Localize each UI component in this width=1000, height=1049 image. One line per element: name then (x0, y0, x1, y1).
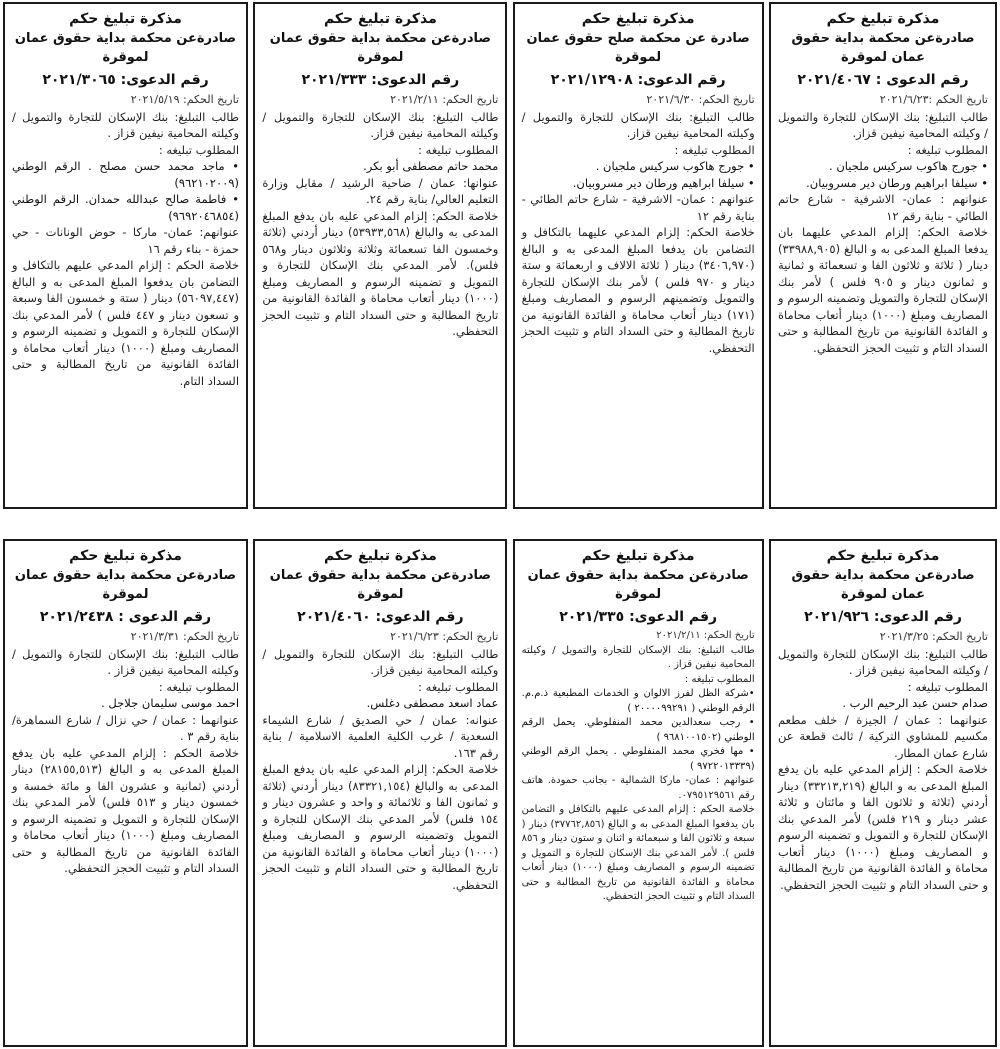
requester: طالب التبليغ: بنك الإسكان للتجارة والتمويل / وكيلته المحامية نيفين قزاز . (521, 644, 755, 670)
case-number: رقم الدعوى : ٢٠٢١/٤٠٦٧ (797, 72, 969, 88)
address: عنوانه: عمان / حي الصديق / شارع الشيماء السعدية / غرب الكلية العلمية الاسلامية / بناية رقم ١٦٣. (262, 712, 499, 760)
notices-row-bottom (3, 539, 997, 1047)
respondents-label: المطلوب تبليغه : (907, 679, 988, 694)
respondent: • جورج هاكوب سركيس ملجيان . (595, 159, 755, 173)
court-name: صادرةعن محكمة بداية حقوق عمان لموقرة (269, 568, 491, 602)
judgment-summary: خلاصة الحكم: إلزام المدعي عليهما بان يدفعا المبلغ المدعى به و البالغ (٣٣٩٨٨,٩٠٥) دينار ( ثلاثة و ثلاثون الفا و تسعمائة و ثمانية و ثمانون دينار و ٩٠٥ فلس ) لأمر بنك الإسكان للتجارة والتمويل وتضمينه الرسوم و المصاريف ومبلغ (١٠٠٠) دينار أتعاب محاماة و الفائدة القانونية من تاريخ المطالبة و حتى السداد التام و تثبيت الحجز التحفظي. (778, 225, 988, 355)
respondent: عماد اسعد مصطفى دغلس. (366, 696, 499, 710)
notice-card (3, 539, 248, 1047)
respondents-label: المطلوب تبليغه : (907, 142, 988, 157)
notice-title: مذكرة تبليغ حكم (323, 11, 437, 27)
address: عنوانهم : عمان- ماركا الشمالية - بجانب حمودة. هاتف رقم ٠٧٩٥١٢٩٥٦١. (521, 775, 755, 801)
case-number: رقم الدعوى: ٢٠٢١/٣٣٣ (301, 72, 460, 88)
respondent: • ماجد محمد حسن مصلح . الرقم الوطني (٩٦٢١٠٢٠٠٩) (12, 159, 240, 190)
judgment-summary: خلاصة الحكم: إلزام المدعي عليهما بالتكافل و التضامن بان يدفعا المبلغ المدعى به و البالغ (٣٤٠٦,٩٧٠) دينار ( ثلاثة الالاف و اربعمائة و ستة دينار و ٩٧٠ فلس ) لأمر بنك الإسكان للتجارة والتمويل وتضمينهم الرسوم و المصاريف ومبلغ (١٧١) دينار أتعاب محاماة و الفائدة القانونية من تاريخ المطالبة و حتى السداد التام و تثبيت الحجز التحفظي. (521, 225, 755, 355)
respondents-label: المطلوب تبليغه : (674, 142, 755, 157)
respondent: • سيلفا ابراهيم ورطان دير مسروبيان. (572, 175, 755, 190)
court-name: صادرة عن محكمة صلح حقوق عمان لموقرة (526, 31, 750, 65)
requester: طالب التبليغ: بنك الإسكان للتجارة والتمويل / وكيلته المحامية نيفين قزاز . (12, 109, 240, 140)
notices-row-top (3, 2, 997, 509)
court-name: صادرةعن محكمة بداية حقوق عمان لموقرة (269, 31, 491, 65)
notice-title: مذكرة تبليغ حكم (581, 548, 695, 564)
notice-title: مذكرة تبليغ حكم (323, 548, 437, 564)
case-number: رقم الدعوى : ٢٠٢١/٢٤٣٨ (39, 609, 212, 625)
respondent: • سيلفا ابراهيم ورطان دير مسروبيان. (806, 175, 988, 190)
court-name: صادرةعن محكمة بداية حقوق عمان لموقرة (527, 568, 749, 602)
respondent: •شركة الظل لفرز الالوان و الخدمات المطبعية ذ.م.م. الرقم الوطني ( ٢٠٠٠٠٩٩٢٩١ ) (521, 688, 755, 714)
notice-title: مذكرة تبليغ حكم (69, 548, 182, 564)
judgment-date: تاريخ الحكم: ٢٠٢١/٣/٢٥ (879, 630, 988, 643)
respondent: احمد موسى سليمان جلاجل . (101, 696, 240, 710)
case-number: رقم الدعوى: ٢٠٢١/٣٣٥ (559, 609, 718, 625)
judgment-summary: خلاصة الحكم : إلزام المدعي عليه بان يدفع المبلغ المدعى به و البالغ (٢٨١٥٥,٥١٣) دينار أردني (ثمانية و عشرون الفا و مائة خمسة و خمسون دينار و ٥١٣ فلس) لأمر المدعي بنك الإسكان للتجارة و التمويل و تضمينه الرسوم و المصاريف ومبلغ (١٠٠٠) دينار أتعاب محاماة و الفائدة القانونية من تاريخ المطالبة و حتى السداد التام و تثبيت الحجز التحفظي. (12, 745, 240, 875)
notice-card (769, 2, 997, 509)
court-name: صادرةعن محكمة بداية حقوق عمان لموقرة (14, 31, 237, 65)
judgment-date: تاريخ الحكم: ٢٠٢١/٢/١١ (390, 93, 499, 106)
judgment-date: تاريخ الحكم: ٢٠٢١/٢/١١ (656, 630, 755, 641)
address: عنوانهم: عمان- ماركا - حوض الونانات - حي حمزة - بناء رقم ١٦ (12, 225, 240, 256)
court-name: صادرةعن محكمة بداية حقوق عمان لموقرة (791, 568, 975, 602)
respondent: • مها فخري محمد المنفلوطي . يحمل الرقم الوطني (٩٧٢٢٠١٣٣٣٩ ) (521, 746, 755, 772)
notice-title: مذكرة تبليغ حكم (826, 548, 940, 564)
notice-title: مذكرة تبليغ حكم (826, 11, 940, 27)
notice-card (3, 2, 248, 509)
requester: طالب التبليغ: بنك الإسكان للتجارة والتمويل / وكيلته المحامية نيفين قزاز. (778, 109, 988, 140)
notice-card (513, 539, 764, 1047)
respondent: محمد حاتم مصطفى أبو بكر. (363, 159, 499, 173)
notice-title: مذكرة تبليغ حكم (581, 11, 695, 27)
respondents-label: المطلوب تبليغه : (158, 679, 240, 694)
requester: طالب التبليغ: بنك الإسكان للتجارة والتمويل / وكيلته المحامية نيفين قزاز. (521, 109, 755, 140)
court-name: صادرةعن محكمة بداية حقوق عمان لموقرة (791, 31, 975, 65)
respondents-label: المطلوب تبليغه : (418, 142, 499, 157)
requester: طالب التبليغ: بنك الإسكان للتجارة والتمويل / وكيلته المحامية نيفين قزاز. (262, 109, 499, 140)
requester: طالب التبليغ: بنك الإسكان للتجارة والتمويل / وكيلته المحامية نيفين قزاز. (262, 646, 499, 677)
address: عنوانهما : عمان / الجيزة / خلف مطعم مكسيم للمشاوي التركية / ثالث قطعة عن شارع عمان المطار. (778, 712, 988, 760)
judgment-summary: خلاصة الحكم: إلزام المدعي عليه بان يدفع المبلغ المدعى به والبالغ (٨٣٣٢١,١٥٤) دينار أردني (ثلاثة و ثمانون الفا و ثلاثمائة و واحد و عشرون دينار و ١٥٤ فلس) لأمر المدعي بنك الإسكان للتجارة و التمويل وتضمينه الرسوم و المصاريف ومبلغ (١٠٠٠) دينار أتعاب محاماة و الفائدة القانونية من تاريخ المطالبة و حتى السداد التام و تثبيت الحجز التحفظي. (262, 762, 499, 892)
judgment-date: تاريخ الحكم :٢٠٢١/٦/٢٣ (879, 93, 988, 106)
respondent: • رجب سعدالدين محمد المنفلوطي. يحمل الرقم الوطني (٩٦٨١٠٠١٥٠٢ ) (521, 717, 755, 743)
requester: طالب التبليغ: بنك الإسكان للتجارة والتمويل / وكيلته المحامية نيفين قزاز . (778, 646, 988, 677)
judgment-summary: خلاصة الحكم : إلزام المدعى عليهم بالتكافل و التضامن بان يدفعوا المبلغ المدعى به و البالغ (٣٧٧٦٢,٨٥٦) دينار ( سبعة و ثلاثون الفا و سبعمائة و اثنان و ستون دينار و ٨٥٦ فلس ). لأمر المدعي بنك الإسكان للتجارة و التمويل و تضمينه الرسوم و المصاريف ومبلغ (١٠٠٠) دينار أتعاب محاماة و الفائدة القانونية من تاريخ المطالبة و حتى السداد التام و تثبيت الحجز التحفظي. (521, 804, 755, 902)
notice-card (253, 2, 507, 509)
case-number: رقم الدعوى: ٢٠٢١/١٢٩٠٨ (550, 72, 726, 88)
notice-card (253, 539, 507, 1047)
address: عنوانها: عمان / ضاحية الرشيد / مقابل وزارة التعليم العالي/ بناية رقم ٢٤. (262, 175, 499, 206)
judgment-summary: خلاصة الحكم: إلزام المدعي عليه بان يدفع المبلغ المدعى به والبالغ (٥٣٩٣٣,٥٦٨) دينار أردني (ثلاثة وخمسون الفا تسعمائة وثلاثة وثلاثون دينار و٥٦٨ فلس). لأمر المدعي بنك الإسكان للتجارة و التمويل و تضمينه الرسوم و المصاريف ومبلغ (١٠٠٠) دينار أتعاب محاماة و الفائدة القانونية من تاريخ المطالبة و حتى السداد التام و تثبيت الحجز التحفظي. (262, 208, 499, 338)
address: عنوانهما : عمان / حي نزال / شارع السماهرة/ بناية رقم ٣ . (12, 712, 240, 743)
address: عنوانهم : عمان- الاشرفية - شارع حاتم الطائي - بناية رقم ١٢ (778, 192, 988, 223)
respondents-label: المطلوب تبليغه : (684, 673, 755, 685)
judgment-date: تاريخ الحكم: ٢٠٢١/٦/٣٠ (646, 93, 755, 106)
respondents-label: المطلوب تبليغه : (418, 679, 499, 694)
notice-title: مذكرة تبليغ حكم (69, 11, 182, 27)
notice-card (513, 2, 764, 509)
court-name: صادرةعن محكمة بداية حقوق عمان لموقرة (14, 568, 237, 602)
respondent: صدام حسن عبد الرحيم الرب . (842, 696, 988, 710)
requester: طالب التبليغ: بنك الإسكان للتجارة والتمويل / وكيلته المحامية نيفين قزاز . (12, 646, 240, 677)
judgment-summary: خلاصة الحكم : إلزام المدعي عليه بان يدفع المبلغ المدعى به و البالغ (٣٣٢١٣,٢١٩) دينار أردني (ثلاثة و ثلاثون الفا و مائتان و ثلاثة عشر دينار و ٢١٩ فلس) لأمر المدعي بنك الإسكان للتجارة و التمويل و تضمينه الرسوم و المصاريف ومبلغ (١٠٠٠) دينار أتعاب محاماة و الفائدة القانونية من تاريخ المطالبة و حتى السداد التام و تثبيت الحجز التحفظي. (778, 762, 989, 892)
judgment-summary: خلاصة الحكم : إلزام المدعي عليهم بالتكافل و التضامن بان يدفعوا المبلغ المدعى به و البالغ (٥٦٠٩٧,٤٤٧) دينار ( ستة و خمسون الفا وسبعة و تسعون دينار و ٤٤٧ فلس ) لأمر المدعي بنك الإسكان للتجارة و التمويل و تضمينه الرسوم و المصاريف ومبلغ (١٠٠٠) دينار أتعاب محاماة و الفائدة القانونية من تاريخ المطالبة و حتى السداد التام. (12, 258, 240, 388)
respondent: • فاطمة صالح عبدالله حمدان. الرقم الوطني (٩٦٩٢٠٤٦٨٥٤) (12, 192, 240, 223)
respondent: • جورج هاكوب سركيس ملجيان . (829, 159, 988, 173)
address: عنوانهم : عمان- الاشرفية - شارع حاتم الطائي - بناية رقم ١٢ (521, 192, 755, 223)
case-number: رقم الدعوى: ٢٠٢١/٩٢٦ (804, 609, 962, 625)
judgment-date: تاريخ الحكم: ٢٠٢١/٥/١٩ (130, 93, 240, 106)
notice-card (769, 539, 997, 1047)
case-number: رقم الدعوى: ٢٠٢١/٤٠٦٠ (297, 609, 464, 625)
judgment-date: تاريخ الحكم: ٢٠٢١/٦/٢٣ (390, 630, 499, 643)
judgment-date: تاريخ الحكم: ٢٠٢١/٣/٣١ (130, 630, 240, 643)
respondents-label: المطلوب تبليغه : (158, 142, 240, 157)
case-number: رقم الدعوى: ٢٠٢١/٣٠٦٥ (42, 72, 209, 88)
